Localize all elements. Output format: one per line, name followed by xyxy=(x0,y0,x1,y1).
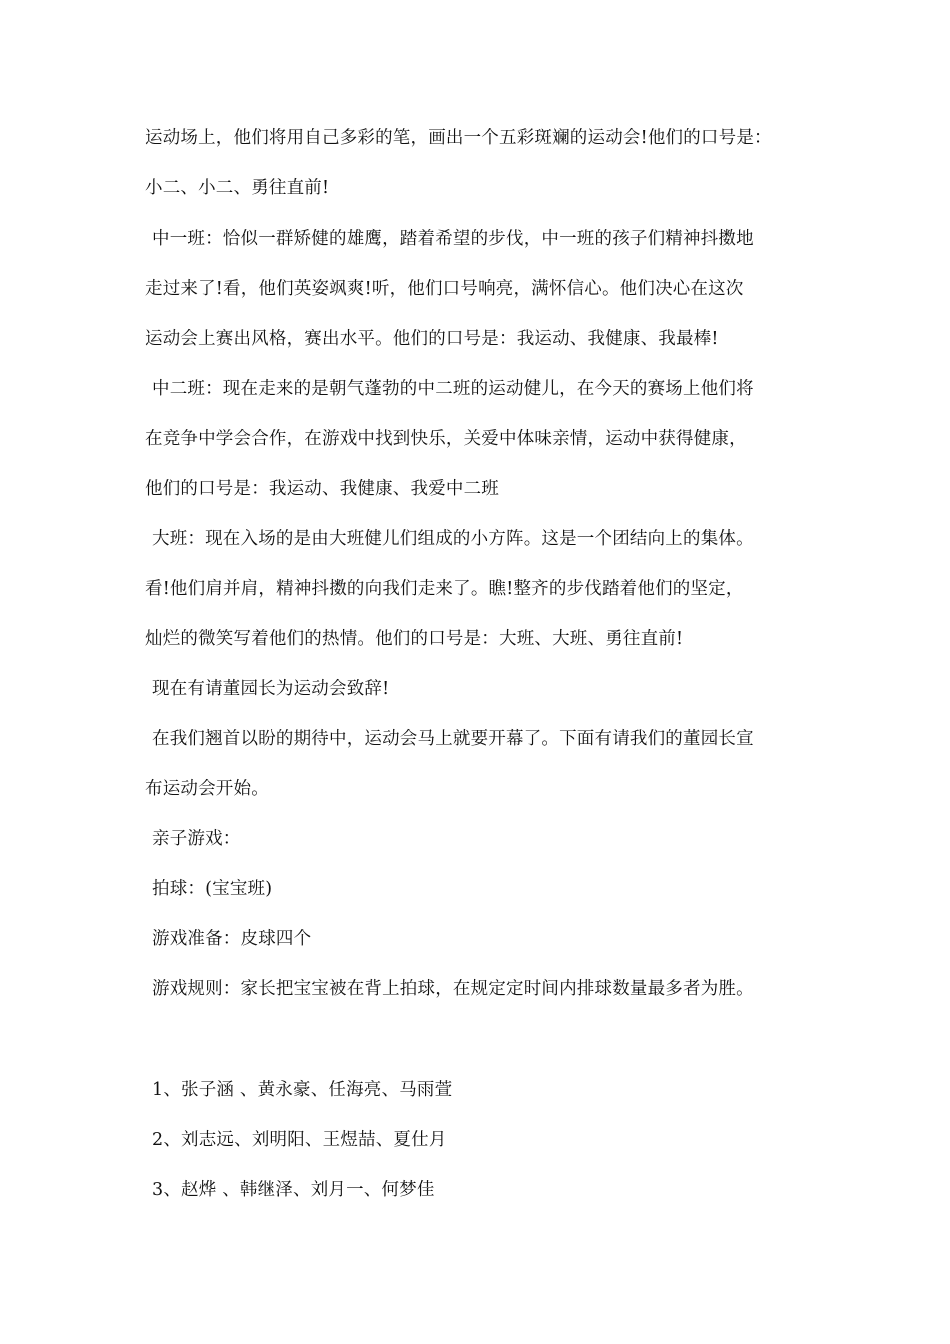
paragraph-line: 运动会上赛出风格，赛出水平。他们的口号是：我运动、我健康、我最棒! xyxy=(145,329,719,349)
paragraph-line: 大班：现在入场的是由大班健儿们组成的小方阵。这是一个团结向上的集体。 xyxy=(152,529,754,549)
paragraph-line: 游戏准备：皮球四个 xyxy=(152,929,312,949)
paragraph-line: 布运动会开始。 xyxy=(145,779,269,799)
paragraph-line: 在竞争中学会合作，在游戏中找到快乐，关爱中体味亲情，运动中获得健康， xyxy=(145,429,747,449)
paragraph-line: 现在有请董园长为运动会致辞! xyxy=(152,679,390,699)
paragraph-line: 在我们翘首以盼的期待中，运动会马上就要开幕了。下面有请我们的董园长宣 xyxy=(152,729,754,749)
paragraph-line: 中一班：恰似一群矫健的雄鹰，踏着希望的步伐，中一班的孩子们精神抖擞地 xyxy=(152,229,754,249)
paragraph-line: 中二班：现在走来的是朝气蓬勃的中二班的运动健儿，在今天的赛场上他们将 xyxy=(152,379,754,399)
paragraph-line: 看!他们肩并肩，精神抖擞的向我们走来了。瞧!整齐的步伐踏着他们的坚定， xyxy=(145,579,744,599)
paragraph-line: 小二、小二、勇往直前! xyxy=(145,178,330,198)
paragraph-line: 游戏规则：家长把宝宝被在背上拍球，在规定定时间内排球数量最多者为胜。 xyxy=(152,979,754,999)
list-item: 1、张子涵 、黄永豪、任海亮、马雨萱 xyxy=(152,1080,453,1100)
paragraph-line: 亲子游戏： xyxy=(152,829,241,849)
list-item: 2、刘志远、刘明阳、王煜喆、夏仕月 xyxy=(152,1130,447,1150)
paragraph-line: 走过来了!看，他们英姿飒爽!听，他们口号响亮，满怀信心。他们决心在这次 xyxy=(145,279,744,299)
paragraph-line: 灿烂的微笑写着他们的热情。他们的口号是：大班、大班、勇往直前! xyxy=(145,629,684,649)
paragraph-line: 运动场上，他们将用自己多彩的笔，画出一个五彩斑斓的运动会!他们的口号是： xyxy=(145,128,772,148)
paragraph-line: 拍球：(宝宝班) xyxy=(152,879,273,899)
paragraph-line: 他们的口号是：我运动、我健康、我爱中二班 xyxy=(145,479,499,499)
list-item: 3、赵烨 、韩继泽、刘月一、何梦佳 xyxy=(152,1180,435,1200)
